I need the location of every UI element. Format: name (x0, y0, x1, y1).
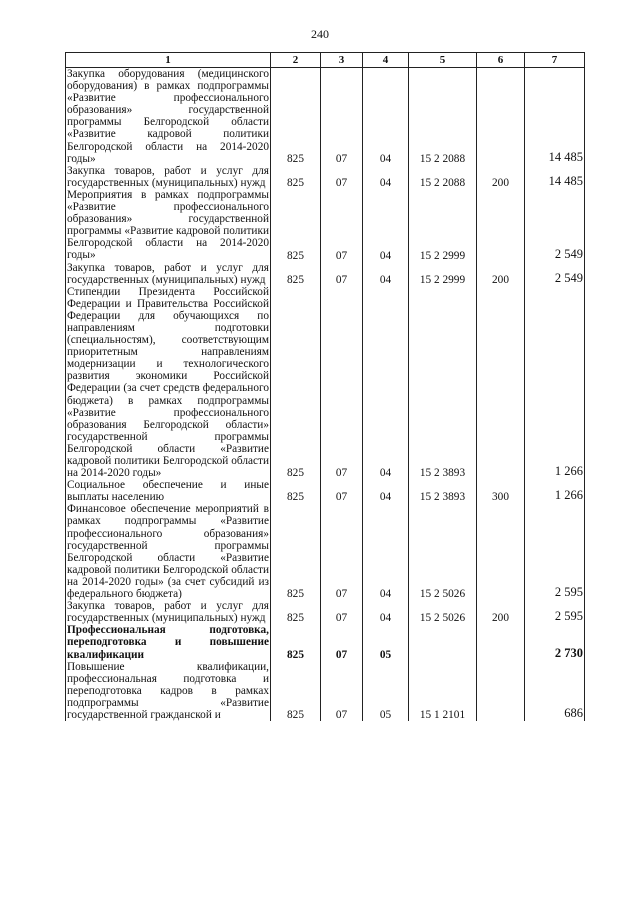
row-section: 07 (321, 600, 363, 624)
row-target-article: 15 2 3893 (409, 479, 477, 503)
row-name: Профессиональная подготовка, переподготовка и повышение квалификации (67, 624, 269, 661)
row-amount: 2 730 (525, 624, 585, 660)
row-section: 07 (321, 661, 363, 721)
header-row (66, 53, 585, 68)
row-amount: 2 549 (525, 189, 585, 262)
table-row (66, 286, 585, 480)
row-subsection: 04 (363, 165, 409, 189)
row-amount: 2 595 (525, 503, 585, 600)
row-admin-code: 825 (271, 503, 321, 600)
row-section: 07 (321, 262, 363, 286)
row-subsection: 04 (363, 262, 409, 286)
row-name: Социальное обеспечение и иные выплаты населению (67, 479, 269, 504)
row-amount: 14 485 (525, 165, 585, 189)
row-target-article: 15 2 2088 (409, 68, 477, 165)
table-body (66, 68, 585, 722)
row-admin-code: 825 (271, 165, 321, 189)
row-target-article: 15 2 5026 (409, 600, 477, 624)
row-target-article: 15 2 2999 (409, 262, 477, 286)
row-expense-type: 300 (477, 479, 525, 503)
row-amount: 686 (525, 661, 585, 721)
row-section: 07 (321, 624, 363, 660)
row-target-article: 15 1 2101 (409, 661, 477, 721)
row-name: Закупка товаров, работ и услуг для государственных (муниципальных) нужд (67, 164, 269, 189)
table-row (66, 661, 585, 721)
column-header-4: 4 (363, 53, 409, 68)
row-name: Закупка товаров, работ и услуг для государственных (муниципальных) нужд (67, 600, 269, 625)
row-admin-code: 825 (271, 661, 321, 721)
table-row (66, 68, 585, 165)
row-expense-type (477, 286, 525, 480)
row-target-article: 15 2 2999 (409, 189, 477, 262)
row-admin-code: 825 (271, 68, 321, 165)
row-section: 07 (321, 68, 363, 165)
row-expense-type (477, 661, 525, 721)
column-header-7: 7 (525, 53, 585, 68)
column-header-5: 5 (409, 53, 477, 68)
table-header (66, 53, 585, 68)
row-subsection: 04 (363, 503, 409, 600)
row-target-article (409, 624, 477, 660)
row-target-article: 15 2 2088 (409, 165, 477, 189)
row-admin-code: 825 (271, 600, 321, 624)
row-name: Закупка оборудования (медицинского оборудования) в рамках подпрограммы «Развитие профессионального образования» государственной программы Белгородской области «Развитие кадровой политики Белгородской области на 2014-2020 годы» (67, 68, 269, 165)
column-header-6: 6 (477, 53, 525, 68)
row-subsection: 04 (363, 189, 409, 262)
table-row (66, 165, 585, 189)
row-section: 07 (321, 165, 363, 189)
table-row (66, 479, 585, 503)
row-section: 07 (321, 189, 363, 262)
row-section: 07 (321, 286, 363, 480)
table-row (66, 189, 585, 262)
row-subsection: 05 (363, 624, 409, 660)
row-name: Закупка товаров, работ и услуг для государственных (муниципальных) нужд (67, 261, 269, 286)
row-section: 07 (321, 479, 363, 503)
table-row (66, 503, 585, 600)
row-expense-type: 200 (477, 262, 525, 286)
page-number: 240 (311, 27, 329, 41)
budget-table (65, 52, 585, 721)
column-header-3: 3 (321, 53, 363, 68)
row-amount: 1 266 (525, 286, 585, 480)
row-expense-type (477, 503, 525, 600)
column-header-2: 2 (271, 53, 321, 68)
row-expense-type: 200 (477, 600, 525, 624)
table-row (66, 624, 585, 660)
row-subsection: 04 (363, 479, 409, 503)
row-expense-type (477, 68, 525, 165)
row-name: Мероприятия в рамках подпрограммы «Развитие профессионального образования» государственной программы «Развитие кадровой политики Белгородской области на 2014-2020 годы» (67, 188, 269, 262)
row-admin-code: 825 (271, 262, 321, 286)
row-subsection: 04 (363, 68, 409, 165)
row-amount: 2 549 (525, 262, 585, 286)
row-target-article: 15 2 3893 (409, 286, 477, 480)
table-row (66, 262, 585, 286)
row-name: Стипендии Президента Российской Федерации и Правительства Российской Федерации для обучающихся по направлениям подготовки (специальностям), соответствующим приоритетным направлениям модернизации и технологического развития экономики Российской Федерации (за счет средств федерального бюджета) в рамках подпрограммы «Развитие профессионального образования Белгородской области» государственной программы Белгородской области «Развитие кадровой политики Белгородской области на 2014-2020 годы» (67, 285, 269, 480)
row-subsection: 04 (363, 286, 409, 480)
row-section: 07 (321, 503, 363, 600)
table-row (66, 600, 585, 624)
row-admin-code: 825 (271, 479, 321, 503)
row-subsection: 05 (363, 661, 409, 721)
row-target-article: 15 2 5026 (409, 503, 477, 600)
row-expense-type (477, 624, 525, 660)
row-admin-code: 825 (271, 286, 321, 480)
row-expense-type: 200 (477, 165, 525, 189)
row-admin-code: 825 (271, 189, 321, 262)
column-header-1: 1 (66, 53, 271, 68)
row-name: Финансовое обеспечение мероприятий в рамках подпрограммы «Развитие профессионального образования» государственной программы Белгородской области «Развитие кадровой политики Белгородской области на 2014-2020 годы» (за счет субсидий из федерального бюджета) (67, 503, 269, 601)
row-amount: 14 485 (525, 68, 585, 165)
row-amount: 2 595 (525, 600, 585, 624)
row-name: Повышение квалификации, профессиональная подготовка и переподготовка кадров в рамках подпрограммы «Развитие государственной гражданской и (67, 660, 269, 721)
row-admin-code: 825 (271, 624, 321, 660)
row-amount: 1 266 (525, 479, 585, 503)
row-subsection: 04 (363, 600, 409, 624)
row-expense-type (477, 189, 525, 262)
